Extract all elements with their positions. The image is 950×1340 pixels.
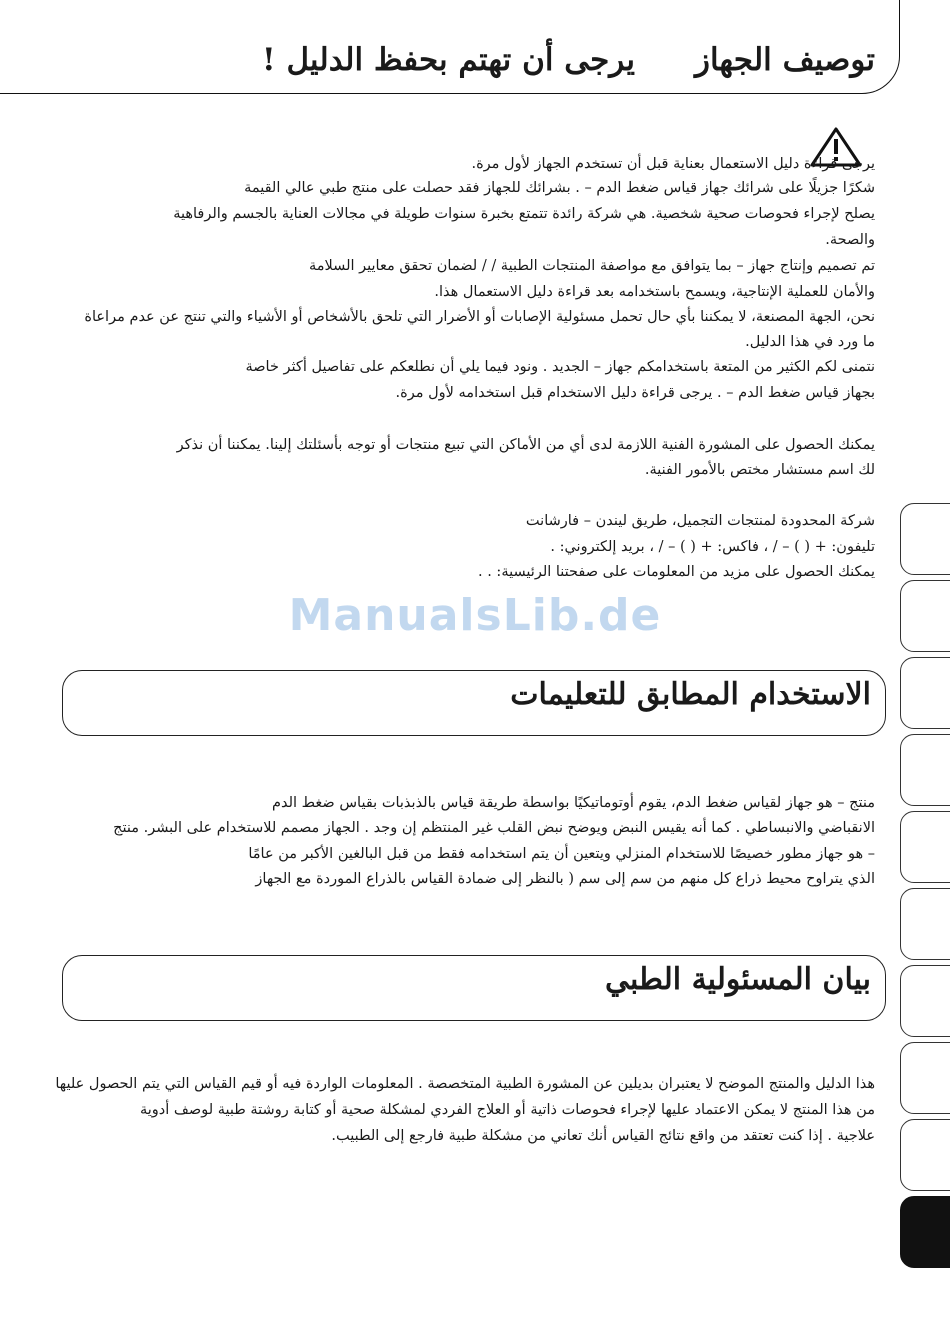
support-line: يمكنك الحصول على المشورة الفنية اللازمة لدى أي من الأماكن التي تبيع منتجات أو توجه بأسئلتك إلينا. يمكننا أن نذكر bbox=[176, 437, 875, 453]
intro-line: يرجى قراءة دليل الاستعمال بعناية قبل أن تستخدم الجهاز لأول مرة. bbox=[471, 156, 875, 172]
intended-use-line: – هو جهاز مطور خصيصًا للاستخدام المنزلي ويتعين أن يتم استخدامه فقط من قبل البالغين الأكبر من عامًا bbox=[248, 846, 875, 862]
intended-use-line: الانقباضي والانبساطي . كما أنه يقيس النبض ويوضح نبض القلب غير المنتظم إن وجد . الجهاز مصمم للاستخدام على البشر. منتج bbox=[113, 820, 875, 836]
intro-line: والأمان للعملية الإنتاجية، ويسمح باستخدامه بعد قراءة دليل الاستعمال هذا. bbox=[434, 284, 875, 300]
section-title: بيان المسئولية الطبي bbox=[604, 962, 871, 997]
side-tab[interactable] bbox=[900, 965, 950, 1037]
intro-line: نتمنى لكم الكثير من المتعة باستخدامكم جهاز – الجديد . ونود فيما يلي أن نطلعكم على تفاصيل أكثر خاصة bbox=[245, 359, 875, 375]
section-title: الاستخدام المطابق للتعليمات bbox=[510, 677, 871, 712]
side-tab[interactable] bbox=[900, 1119, 950, 1191]
side-tab[interactable] bbox=[900, 580, 950, 652]
intro-line: نحن، الجهة المصنعة، لا يمكننا بأي حال تحمل مسئولية الإصابات أو الأضرار التي تلحق بالأشخاص أو الأشياء والتي تنتج عن عدم مراعاة bbox=[84, 309, 875, 325]
section-heading-box bbox=[62, 670, 886, 736]
side-tab[interactable] bbox=[900, 734, 950, 806]
side-tab[interactable] bbox=[900, 811, 950, 883]
intro-line: يصلح لإجراء فحوصات صحية شخصية. هي شركة رائدة تتمتع بخبرة سنوات طويلة في مجالات العناية بالجسم والرفاهية bbox=[173, 206, 875, 222]
section-heading-box bbox=[62, 955, 886, 1021]
intended-use-line: منتج – هو جهاز لقياس ضغط الدم، يقوم أوتوماتيكيًا بواسطة طريقة قياس بالذبذبات بقياس ضغط الدم bbox=[272, 795, 875, 811]
disclaimer-line: هذا الدليل والمنتج الموضح لا يعتبران بديلين عن المشورة الطبية المتخصصة . المعلومات الواردة فيه أو قيم القياس التي يتم الحصول عليها bbox=[55, 1076, 875, 1092]
side-tab[interactable] bbox=[900, 1042, 950, 1114]
intro-line: والصحة. bbox=[825, 232, 875, 248]
support-line: لك اسم مستشار مختص بالأمور الفنية. bbox=[644, 462, 875, 478]
side-tab-active[interactable] bbox=[900, 1196, 950, 1268]
intended-use-line: الذي يتراوح محيط ذراع كل منهم من سم إلى سم ( بالنظر إلى ضمادة القياس بالذراع الموردة مع الجهاز bbox=[255, 871, 875, 887]
contact-line: تليفون: + ( ) – / ، فاكس: + ( ) – / ، بريد إلكتروني: . bbox=[550, 539, 875, 555]
side-tab[interactable] bbox=[900, 888, 950, 960]
watermark: ManualsLib.de bbox=[288, 590, 662, 641]
intro-line: بجهاز قياس ضغط الدم – . يرجى قراءة دليل الاستخدام قبل استخدامه لأول مرة. bbox=[395, 385, 875, 401]
side-tab[interactable] bbox=[900, 503, 950, 575]
intro-line: ما ورد في هذا الدليل. bbox=[745, 334, 875, 350]
intro-line: تم تصميم وإنتاج جهاز – بما يتوافق مع مواصفة المنتجات الطبية / / لضمان تحقق معايير السلامة bbox=[308, 258, 875, 274]
page-notice: يرجى أن تهتم بحفظ الدليل ! bbox=[262, 42, 635, 78]
contact-line: يمكنك الحصول على مزيد من المعلومات على صفحتنا الرئيسية: . . bbox=[478, 564, 875, 580]
disclaimer-line: علاجية . إذا كنت تعتقد من واقع نتائج القياس أنك تعاني من مشكلة طبية فارجع إلى الطبيب. bbox=[331, 1128, 875, 1144]
side-tab[interactable] bbox=[900, 657, 950, 729]
intro-line: شكرًا جزيلًا على شرائك جهاز قياس ضغط الدم – . بشرائك للجهاز فقد حصلت على منتج طبي عالي القيمة bbox=[244, 180, 875, 196]
contact-line: شركة المحدودة لمنتجات التجميل، طريق ليندن – فارشانت bbox=[525, 513, 875, 529]
page-title: توصيف الجهاز bbox=[695, 42, 875, 78]
disclaimer-line: من هذا المنتج لا يمكن الاعتماد عليها لإجراء فحوصات ذاتية أو العلاج الفردي لمشكلة صحية أو كتابة روشتة طبية لوصف أدوية bbox=[139, 1102, 875, 1118]
